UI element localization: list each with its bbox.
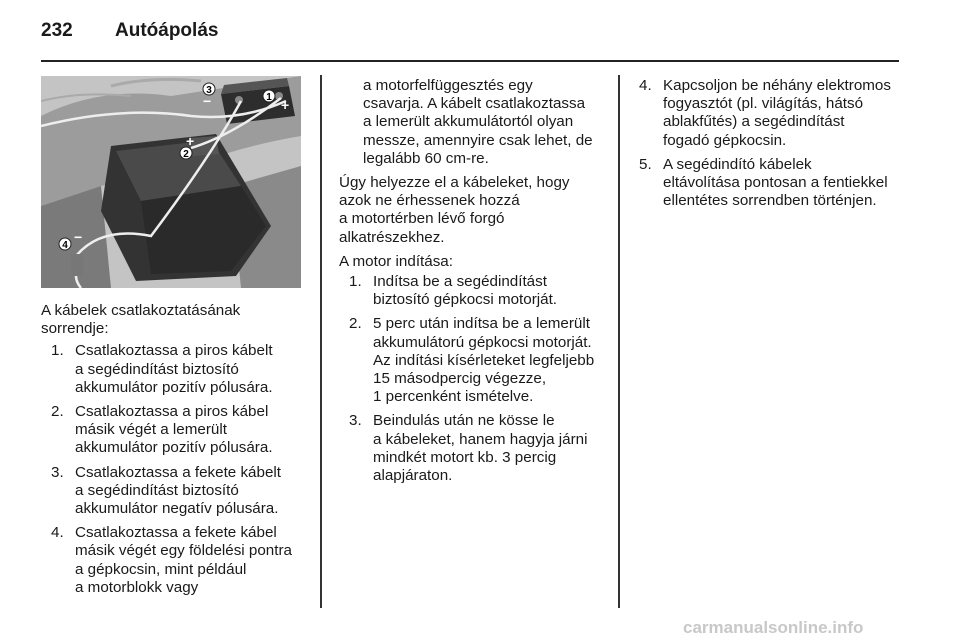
continuation-block xyxy=(339,77,614,168)
list-item xyxy=(51,524,313,597)
header-rule xyxy=(41,60,899,62)
jump-start-illustration xyxy=(41,76,301,288)
right-column xyxy=(639,77,959,210)
list-text: A segédindító kábelek xyxy=(663,155,812,173)
list-item xyxy=(639,77,959,150)
intro-line: A kábelek csatlakoztatásának xyxy=(41,302,241,319)
list-text: akkumulátor pozitív pólusára. xyxy=(75,439,273,457)
list-text: másik végét a lemerült xyxy=(75,421,227,439)
middle-column xyxy=(339,77,614,485)
minus-sign-2: − xyxy=(74,229,83,245)
list-text: a segédindítást biztosító xyxy=(75,360,239,378)
list-item xyxy=(51,464,313,519)
list-text: másik végét egy földelési pontra xyxy=(75,542,292,560)
list-text: a kábeleket, hanem hagyja járni xyxy=(373,430,588,448)
body-text: alkatrészekhez. xyxy=(339,228,445,246)
list-number: 1. xyxy=(51,342,64,360)
body-text: csavarja. A kábelt csatlakoztassa xyxy=(363,95,586,113)
engine-bay-drawing xyxy=(41,76,301,288)
watermark: carmanualsonline.info xyxy=(683,618,864,637)
plus-sign-1: + xyxy=(281,97,290,113)
page-title: Autóápolás xyxy=(115,20,219,41)
list-text: 5 perc után indítsa be a lemerült xyxy=(373,315,590,333)
list-item xyxy=(639,156,959,211)
list-text: akkumulátor negatív pólusára. xyxy=(75,500,279,518)
body-text: a lemerült akkumulátortól olyan xyxy=(363,113,574,131)
list-text: eltávolítása pontosan a fentiekkel xyxy=(663,174,888,192)
column-divider-1 xyxy=(320,75,322,608)
list-text: Indítsa be a segédindítást xyxy=(373,273,547,291)
start-steps xyxy=(339,273,614,485)
body-text: azok ne érhessenek hozzá xyxy=(339,192,520,210)
list-text: ablakfűtés) a segédindítást xyxy=(663,113,845,131)
list-text: fogadó gépkocsin. xyxy=(663,131,787,149)
list-text: fogyasztót (pl. világítás, hátsó xyxy=(663,95,864,113)
list-number: 2. xyxy=(349,315,362,333)
list-text: a motorblokk vagy xyxy=(75,578,199,596)
body-text: a motorfelfüggesztés egy xyxy=(363,77,533,94)
list-text: alapjáraton. xyxy=(373,467,453,485)
list-text: Csatlakoztassa a fekete kábel xyxy=(75,524,277,542)
list-number: 4. xyxy=(639,77,652,94)
body-text: a motortérben lévő forgó xyxy=(339,210,505,228)
left-column xyxy=(41,302,313,597)
list-text: Csatlakoztassa a piros kábel xyxy=(75,403,269,421)
list-text: a segédindítást biztosító xyxy=(75,481,239,499)
body-text: Úgy helyezze el a kábeleket, hogy xyxy=(339,174,570,192)
body-text: legalább 60 cm-re. xyxy=(363,149,489,167)
callout-3-label: 3 xyxy=(206,85,212,96)
list-text: ellentétes sorrendben történjen. xyxy=(663,192,877,210)
list-item xyxy=(51,342,313,397)
plus-sign-2: + xyxy=(186,133,195,149)
list-item xyxy=(349,315,614,406)
intro-line: sorrendje: xyxy=(41,320,109,338)
list-number: 5. xyxy=(639,155,652,173)
list-text: 15 másodpercig végezze, xyxy=(373,370,547,388)
minus-sign-1: − xyxy=(203,93,212,109)
list-text: biztosító gépkocsi motorját. xyxy=(373,291,558,309)
list-text: akkumulátorú gépkocsi motorját. xyxy=(373,333,592,351)
start-heading: A motor indítása: xyxy=(339,252,453,270)
list-item xyxy=(51,403,313,458)
list-text: Kapcsoljon be néhány elektromos xyxy=(663,77,891,94)
list-number: 4. xyxy=(51,524,64,542)
list-text: mindkét motort kb. 3 percig xyxy=(373,448,557,466)
list-number: 2. xyxy=(51,403,64,421)
list-text: a gépkocsin, mint például xyxy=(75,560,247,578)
callout-1-label: 1 xyxy=(266,92,272,103)
list-text: Az indítási kísérleteket legfeljebb xyxy=(373,351,595,369)
list-number: 3. xyxy=(349,412,362,430)
list-number: 3. xyxy=(51,463,64,481)
column-divider-2 xyxy=(618,75,620,608)
list-item xyxy=(349,273,614,309)
list-text: Csatlakoztassa a fekete kábelt xyxy=(75,463,281,481)
callout-4-label: 4 xyxy=(62,240,68,251)
list-text: akkumulátor pozitív pólusára. xyxy=(75,378,273,396)
list-text: Csatlakoztassa a piros kábelt xyxy=(75,342,273,360)
list-number: 1. xyxy=(349,273,362,291)
body-text: messze, amennyire csak lehet, de xyxy=(363,131,593,149)
callout-2-label: 2 xyxy=(183,149,189,160)
list-item xyxy=(349,412,614,485)
list-text: 1 percenként ismételve. xyxy=(373,388,534,406)
list-text: Beindulás után ne kösse le xyxy=(373,412,555,430)
connection-steps xyxy=(41,342,313,597)
cable-placement-paragraph xyxy=(339,174,614,247)
page-number: 232 xyxy=(41,20,73,41)
